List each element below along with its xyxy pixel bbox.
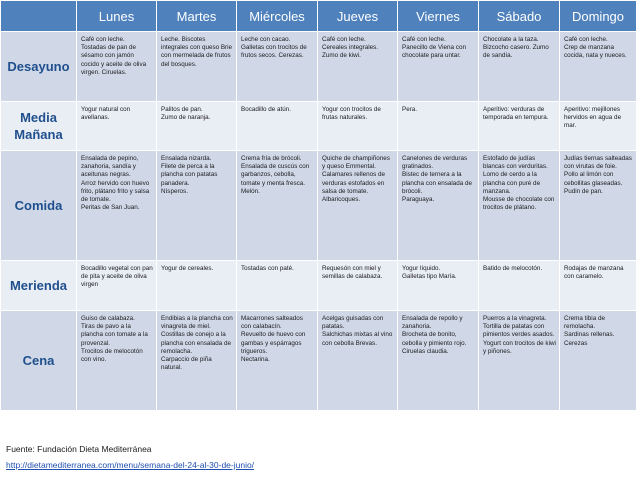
- menu-cell: Macarrones salteados con calabacín. Revuelto de huevo con gambas y espárragos trigueros. Nectarina.: [237, 311, 318, 411]
- menu-cell: Yogur con trocitos de frutas naturales.: [318, 102, 398, 151]
- menu-cell: Café con leche. Crep de manzana cocida, nata y nueces.: [560, 32, 637, 102]
- meal-label: Media Mañana: [1, 102, 77, 151]
- menu-cell: Café con leche. Panecillo de Viena con chocolate para untar.: [398, 32, 479, 102]
- menu-cell: Café con leche. Cereales integrales. Zumo de kiwi.: [318, 32, 398, 102]
- menu-cell: Requesón con miel y semillas de calabaza.: [318, 261, 398, 311]
- meal-row-media-manana: [1, 102, 637, 151]
- menu-cell: Acelgas guisadas con patatas. Salchichas mixtas al vino con cebolla Brevas.: [318, 311, 398, 411]
- menu-cell: Guiso de calabaza. Tiras de pavo a la plancha con tomate a la provenzal. Trocitos de melocotón con vino.: [77, 311, 157, 411]
- meal-label: Cena: [1, 311, 77, 411]
- menu-cell: Rodajas de manzana con caramelo.: [560, 261, 637, 311]
- menu-cell: Yogur de cereales.: [157, 261, 237, 311]
- source-link[interactable]: http://dietamediterranea.com/menu/semana-del-24-al-30-de-junio/: [6, 460, 255, 470]
- menu-cell: Crema tibia de remolacha. Sardinas rellenas. Cerezas: [560, 311, 637, 411]
- day-header-martes: Martes: [157, 1, 237, 32]
- menu-cell: Leche. Biscotes integrales con queso Brie con mermelada de frutos del bosques.: [157, 32, 237, 102]
- menu-cell: Ensalada nizarda. Filete de perca a la plancha con patatas panadera. Nísperos.: [157, 151, 237, 261]
- day-header-viernes: Viernes: [398, 1, 479, 32]
- menu-cell: Chocolate a la taza. Bizcocho casero. Zumo de sandía.: [479, 32, 560, 102]
- meal-row-desayuno: [1, 32, 637, 102]
- day-header-sabado: Sábado: [479, 1, 560, 32]
- menu-cell: Aperitivo: verduras de temporada en tempura.: [479, 102, 560, 151]
- day-header-jueves: Jueves: [318, 1, 398, 32]
- menu-cell: Yogur natural con avellanas.: [77, 102, 157, 151]
- menu-cell: Crema fría de brócoli. Ensalada de cuscús con garbanzos, cebolla, tomate y menta fresca. Melón.: [237, 151, 318, 261]
- header-corner: [1, 1, 77, 32]
- menu-cell: Palitos de pan. Zumo de naranja.: [157, 102, 237, 151]
- menu-cell: Canelones de verduras gratinados. Bistec de ternera a la plancha con ensalada de brócoli. Paraguaya.: [398, 151, 479, 261]
- menu-cell: Endibias a la plancha con vinagreta de miel. Costillas de conejo a la plancha con ensalada de remolacha. Carpaccio de piña natural.: [157, 311, 237, 411]
- menu-cell: Tostadas con paté.: [237, 261, 318, 311]
- day-header-domingo: Domingo: [560, 1, 637, 32]
- menu-cell: Bocadillo vegetal con pan de pita y aceite de oliva virgen: [77, 261, 157, 311]
- source-footer: [6, 441, 254, 473]
- menu-cell: Ensalada de repollo y zanahoria. Brocheta de bonito, cebolla y pimiento rojo. Ciruelas claudia.: [398, 311, 479, 411]
- menu-cell: Bocadillo de atún.: [237, 102, 318, 151]
- menu-cell: Puerros a la vinagreta. Tortilla de patatas con pimientos verdes asados. Yogurt con trocitos de kiwi y piñones.: [479, 311, 560, 411]
- source-text: Fuente: Fundación Dieta Mediterránea: [6, 444, 152, 454]
- day-header-miercoles: Miércoles: [237, 1, 318, 32]
- meal-label: Merienda: [1, 261, 77, 311]
- day-header-lunes: Lunes: [77, 1, 157, 32]
- menu-cell: Leche con cacao. Galletas con trocitos de frutos secos. Cerezas.: [237, 32, 318, 102]
- menu-cell: Aperitivo: mejillones hervidos en agua de mar.: [560, 102, 637, 151]
- meal-label: Comida: [1, 151, 77, 261]
- meal-label: Desayuno: [1, 32, 77, 102]
- menu-cell: Yogur líquido. Galletas tipo María.: [398, 261, 479, 311]
- header-row: [1, 1, 637, 32]
- menu-cell: Estofado de judías blancas con verduritas. Lomo de cerdo a la plancha con puré de manzana. Mousse de chocolate con trocitos de plátano.: [479, 151, 560, 261]
- meal-row-comida: [1, 151, 637, 261]
- menu-cell: Ensalada de pepino, zanahoria, sandía y aceitunas negras. Arroz hervido con huevo frito, plátano frito y salsa de tomate. Peritas de San Juan.: [77, 151, 157, 261]
- menu-cell: Batido de melocotón.: [479, 261, 560, 311]
- meal-row-merienda: [1, 261, 637, 311]
- menu-cell: Judías tiernas salteadas con virutas de foie. Pollo al limón con cebollitas glaseadas. Pudin de pan.: [560, 151, 637, 261]
- menu-cell: Quiche de champiñones y queso Emmental. Calamares rellenos de verduras estofados en salsa de tomate. Albaricoques.: [318, 151, 398, 261]
- menu-cell: Café con leche. Tostadas de pan de sésamo con jamón cocido y aceite de oliva virgen. Ciruelas.: [77, 32, 157, 102]
- meal-row-cena: [1, 311, 637, 411]
- menu-cell: Pera.: [398, 102, 479, 151]
